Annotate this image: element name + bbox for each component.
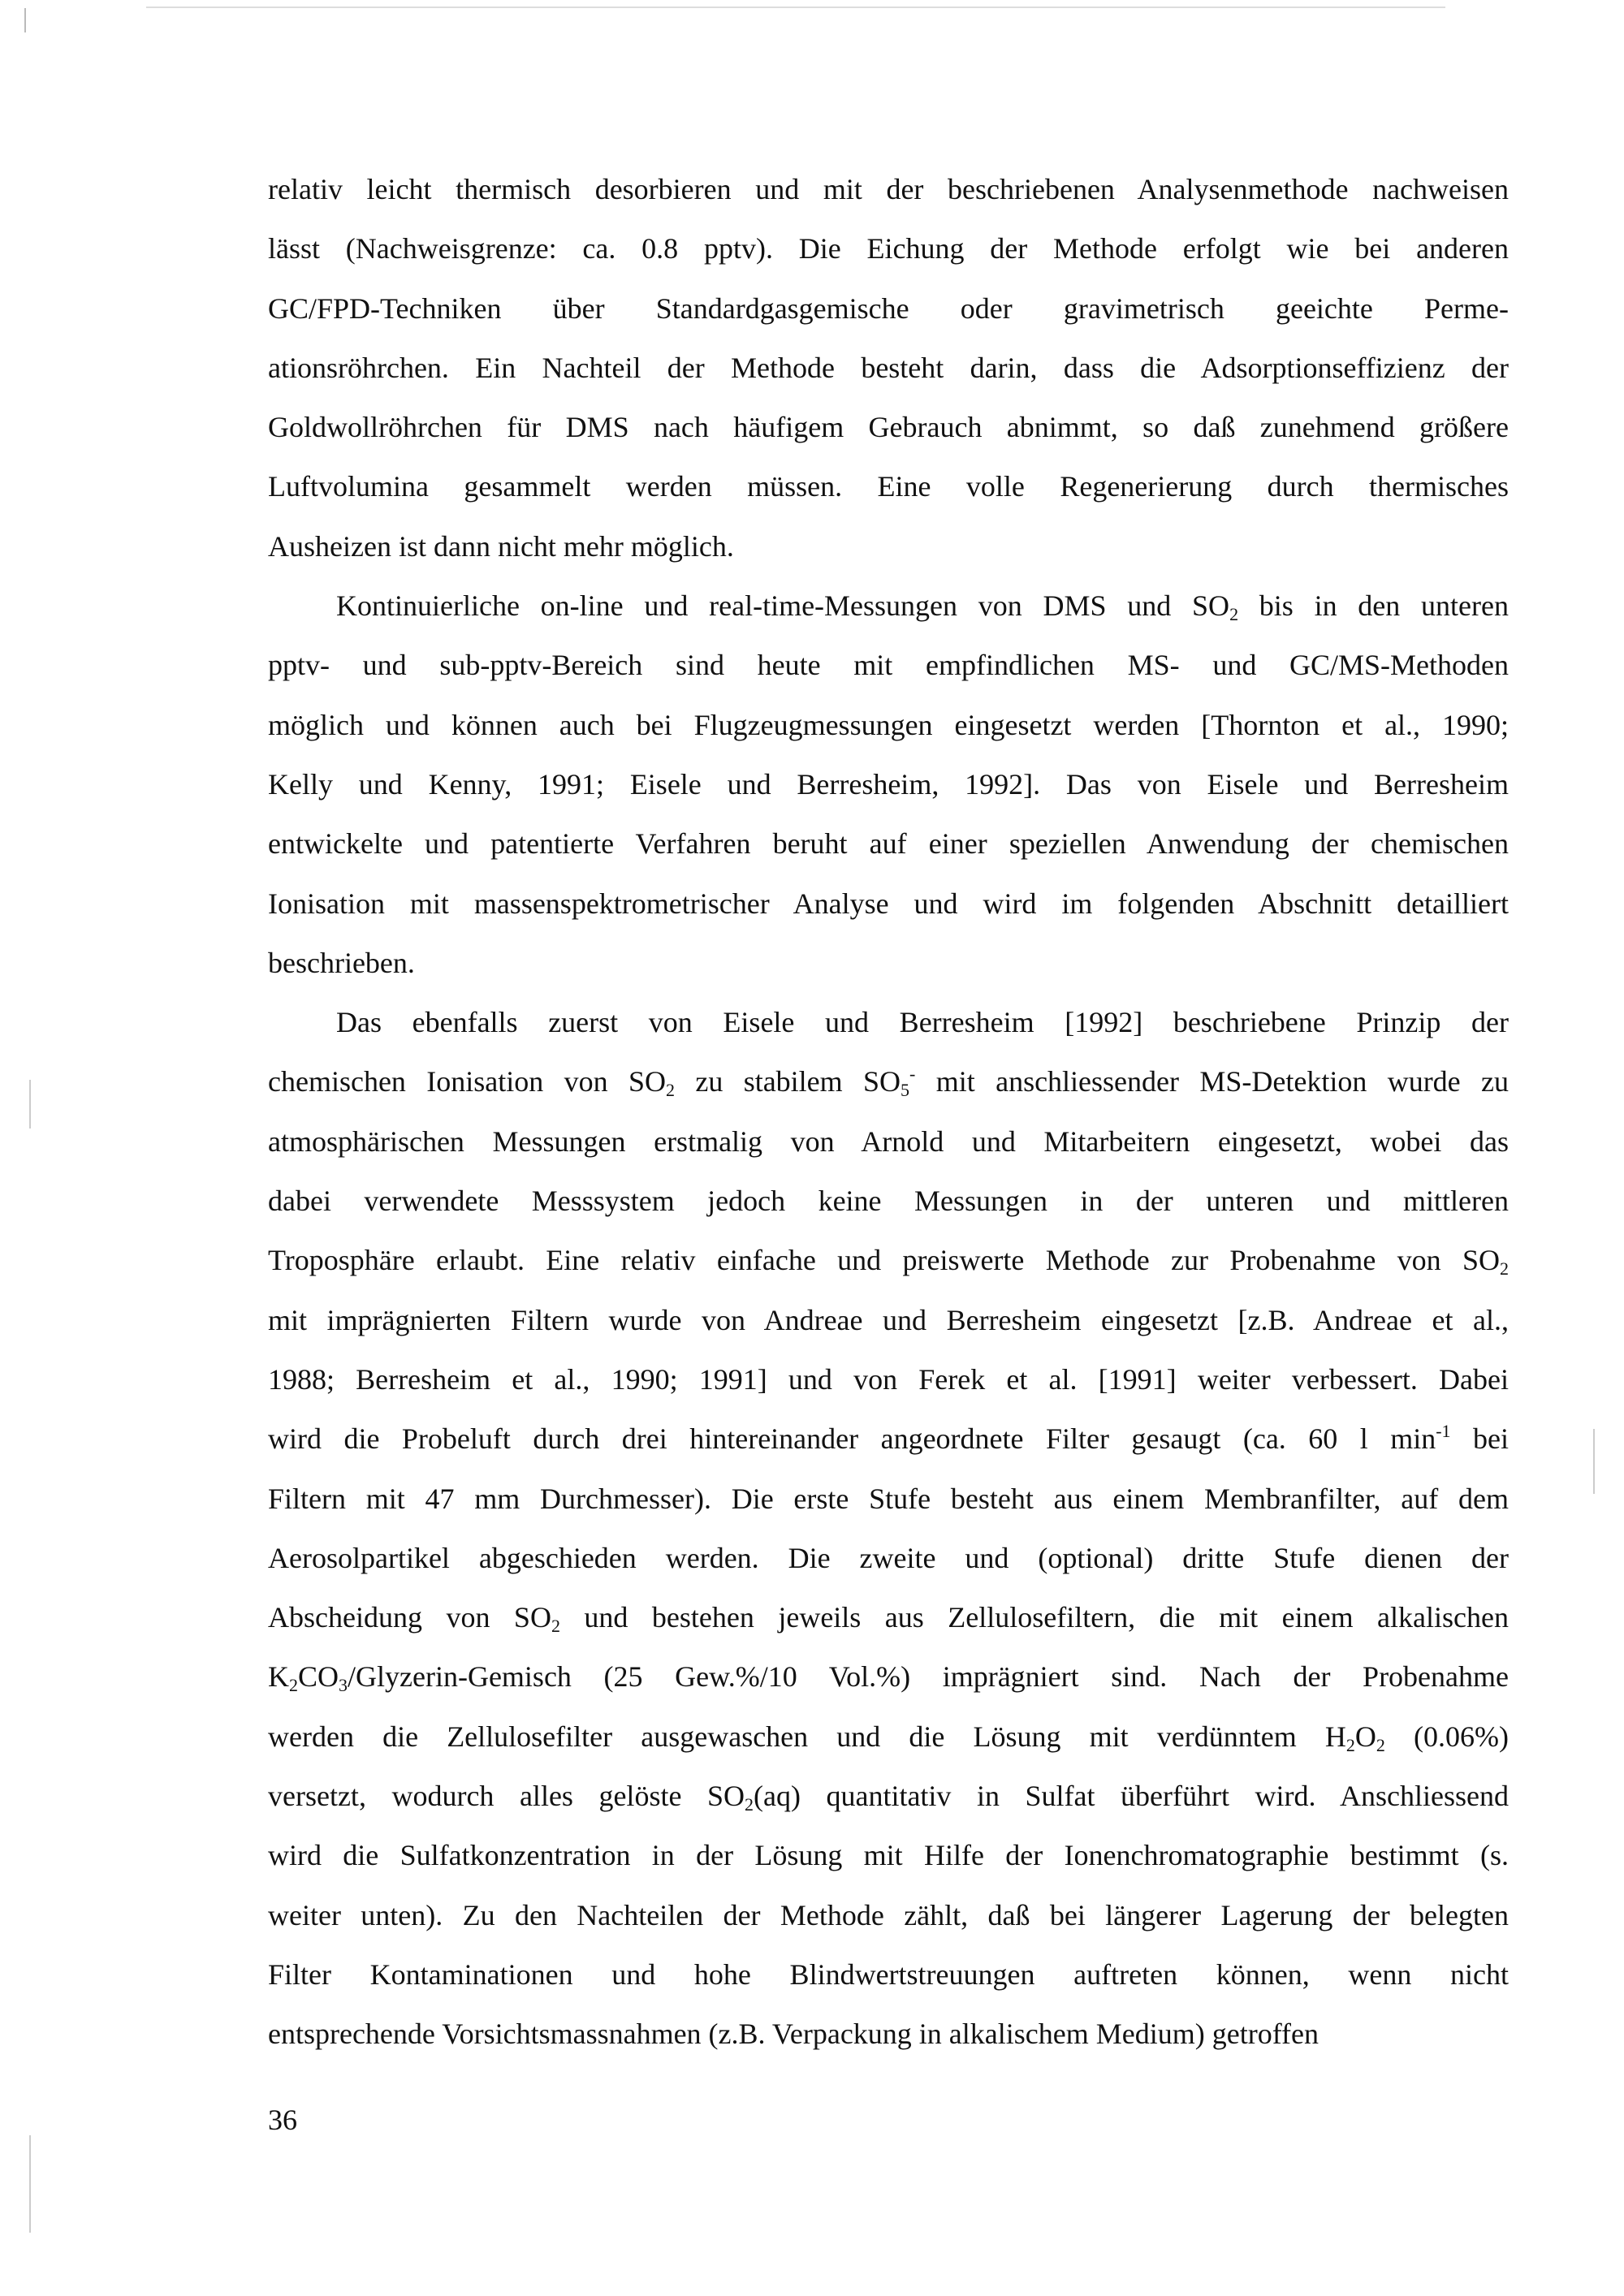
text-segment: Filtern mit 47 mm Durchmesser). Die erste Stufe besteht aus einem Membranfilter, auf dem [268, 1482, 1509, 1515]
superscript: - [909, 1064, 916, 1085]
text-line [268, 993, 1509, 1052]
text-segment: dabei verwendete Messsystem jedoch keine Messungen in der unteren und mittleren [268, 1185, 1509, 1218]
scan-mark-right [1593, 1429, 1595, 1494]
text-line [268, 1409, 1509, 1469]
paragraph [268, 160, 1509, 576]
subscript: 5 [901, 1080, 910, 1101]
text-line [268, 1945, 1509, 2005]
text-segment: O [1354, 1720, 1376, 1753]
text-segment: Ionisation mit massenspektrometrischer Analyse und wird im folgenden Abschnitt detailliert [268, 887, 1509, 920]
text-segment: möglich und können auch bei Flugzeugmessungen eingesetzt werden [Thornton et al., 1990; [268, 708, 1509, 741]
text-line [268, 1231, 1509, 1290]
text-line [268, 696, 1509, 755]
text-segment: 1988; Berresheim et al., 1990; 1991] und von Ferek et al. [1991] weiter verbessert. Dabei [268, 1362, 1509, 1396]
page-number: 36 [268, 2104, 297, 2136]
text-segment: chemischen Ionisation von SO [268, 1065, 666, 1098]
text-line [268, 1291, 1509, 1350]
text-segment: bis in den unteren [1238, 589, 1509, 623]
text-line [268, 1529, 1509, 1588]
text-line [268, 576, 1509, 636]
text-segment: entsprechende Vorsichtsmassnahmen (z.B. Verpackung in alkalischem Medium) getroffen [268, 2018, 1319, 2051]
text-segment: Kelly und Kenny, 1991; Eisele und Berresheim, 1992]. Das von Eisele und Berresheim [268, 767, 1509, 801]
text-line [268, 636, 1509, 695]
text-line [268, 934, 1509, 993]
text-segment: und bestehen jeweils aus Zellulosefiltern, die mit einem alkalischen [559, 1601, 1509, 1634]
text-line [268, 160, 1509, 219]
scan-mark-left-3 [29, 2135, 31, 2233]
subscript: 2 [1345, 1734, 1355, 1755]
text-segment: entwickelte und patentierte Verfahren beruht auf einer speziellen Anwendung der chemischen [268, 827, 1509, 861]
text-segment: wird die Sulfatkonzentration in der Lösung mit Hilfe der Ionenchromatographie bestimmt (s. [268, 1839, 1509, 1872]
text-segment: relativ leicht thermisch desorbieren und mit der beschriebenen Analysenmethode nachweisen [268, 173, 1509, 205]
text-segment: Ausheizen ist dann nicht mehr möglich. [268, 529, 734, 563]
text-segment: GC/FPD-Techniken über Standardgasgemische oder gravimetrisch geeichte Perme- [268, 291, 1509, 325]
text-line [268, 1112, 1509, 1172]
text-segment: lässt (Nachweisgrenze: ca. 0.8 pptv). Die Eichung der Methode erfolgt wie bei anderen [268, 232, 1509, 265]
scan-mark-left-2 [29, 1080, 31, 1129]
text-segment: (0.06%) [1384, 1720, 1509, 1753]
text-segment: (aq) quantitativ in Sulfat überführt wird. Anschliessend [753, 1780, 1509, 1813]
text-segment: zu stabilem SO [675, 1065, 901, 1098]
text-segment: Kontinuierliche on-line und real-time-Messungen von DMS und SO [336, 589, 1230, 623]
text-line [268, 755, 1509, 814]
superscript: -1 [1436, 1421, 1451, 1442]
text-line [268, 339, 1509, 398]
scan-mark-left [24, 8, 26, 32]
text-segment: Luftvolumina gesammelt werden müssen. Eine volle Regenerierung durch thermisches [268, 470, 1509, 503]
text-line [268, 1588, 1509, 1647]
text-line [268, 219, 1509, 278]
text-segment: weiter unten). Zu den Nachteilen der Methode zählt, daß bei längerer Lagerung der belegten [268, 1898, 1509, 1931]
text-line [268, 874, 1509, 934]
text-line [268, 1470, 1509, 1529]
text-segment: versetzt, wodurch alles gelöste SO [268, 1780, 745, 1813]
text-line [268, 398, 1509, 457]
text-line [268, 279, 1509, 339]
text-line [268, 517, 1509, 576]
subscript: 2 [289, 1675, 298, 1696]
text-line [268, 814, 1509, 874]
text-line [268, 1172, 1509, 1231]
text-segment: Das ebenfalls zuerst von Eisele und Berresheim [1992] beschriebene Prinzip der [336, 1006, 1509, 1039]
text-segment: Troposphäre erlaubt. Eine relativ einfache und preiswerte Methode zur Probenahme von SO [268, 1244, 1500, 1277]
text-line [268, 1767, 1509, 1826]
body-text [268, 160, 1509, 2065]
paragraph [268, 993, 1509, 2064]
text-segment: werden die Zellulosefilter ausgewaschen und die Lösung mit verdünntem H [268, 1720, 1346, 1753]
subscript: 2 [1376, 1734, 1385, 1755]
text-segment: atmosphärischen Messungen erstmalig von Arnold und Mitarbeitern eingesetzt, wobei das [268, 1124, 1509, 1158]
text-line [268, 457, 1509, 516]
text-line [268, 1052, 1509, 1111]
text-line [268, 1647, 1509, 1707]
text-segment: K [268, 1660, 289, 1694]
subscript: 2 [1229, 604, 1239, 625]
text-segment: Goldwollröhrchen für DMS nach häufigem Gebrauch abnimmt, so daß zunehmend größere [268, 411, 1509, 444]
text-segment: /Glyzerin-Gemisch (25 Gew.%/10 Vol.%) imprägniert sind. Nach der Probenahme [348, 1660, 1509, 1694]
text-segment: Filter Kontaminationen und hohe Blindwertstreuungen auftreten können, wenn nicht [268, 1957, 1509, 1991]
subscript: 2 [551, 1616, 560, 1637]
scan-border-top [146, 6, 1445, 8]
subscript: 3 [339, 1675, 348, 1696]
text-segment: ationsröhrchen. Ein Nachteil der Methode besteht darin, dass die Adsorptionseffizienz der [268, 351, 1509, 384]
subscript: 2 [744, 1794, 754, 1815]
paragraph [268, 576, 1509, 993]
text-line [268, 1886, 1509, 1945]
subscript: 2 [1500, 1258, 1509, 1280]
text-segment: Abscheidung von SO [268, 1601, 551, 1634]
text-segment: pptv- und sub-pptv-Bereich sind heute mit empfindlichen MS- und GC/MS-Methoden [268, 649, 1509, 682]
text-segment: wird die Probeluft durch drei hintereinander angeordnete Filter gesaugt (ca. 60 l min [268, 1422, 1436, 1456]
text-segment: CO [298, 1660, 339, 1694]
text-segment: Aerosolpartikel abgeschieden werden. Die zweite und (optional) dritte Stufe dienen der [268, 1541, 1509, 1574]
text-line [268, 1350, 1509, 1409]
text-line [268, 1826, 1509, 1885]
text-segment: mit anschliessender MS-Detektion wurde zu [915, 1065, 1509, 1098]
text-line [268, 1707, 1509, 1767]
text-segment: beschrieben. [268, 946, 415, 979]
text-segment: mit imprägnierten Filtern wurde von Andreae und Berresheim eingesetzt [z.B. Andreae et al., [268, 1303, 1509, 1336]
subscript: 2 [666, 1080, 675, 1101]
text-segment: bei [1450, 1422, 1509, 1456]
text-line [268, 2005, 1509, 2064]
